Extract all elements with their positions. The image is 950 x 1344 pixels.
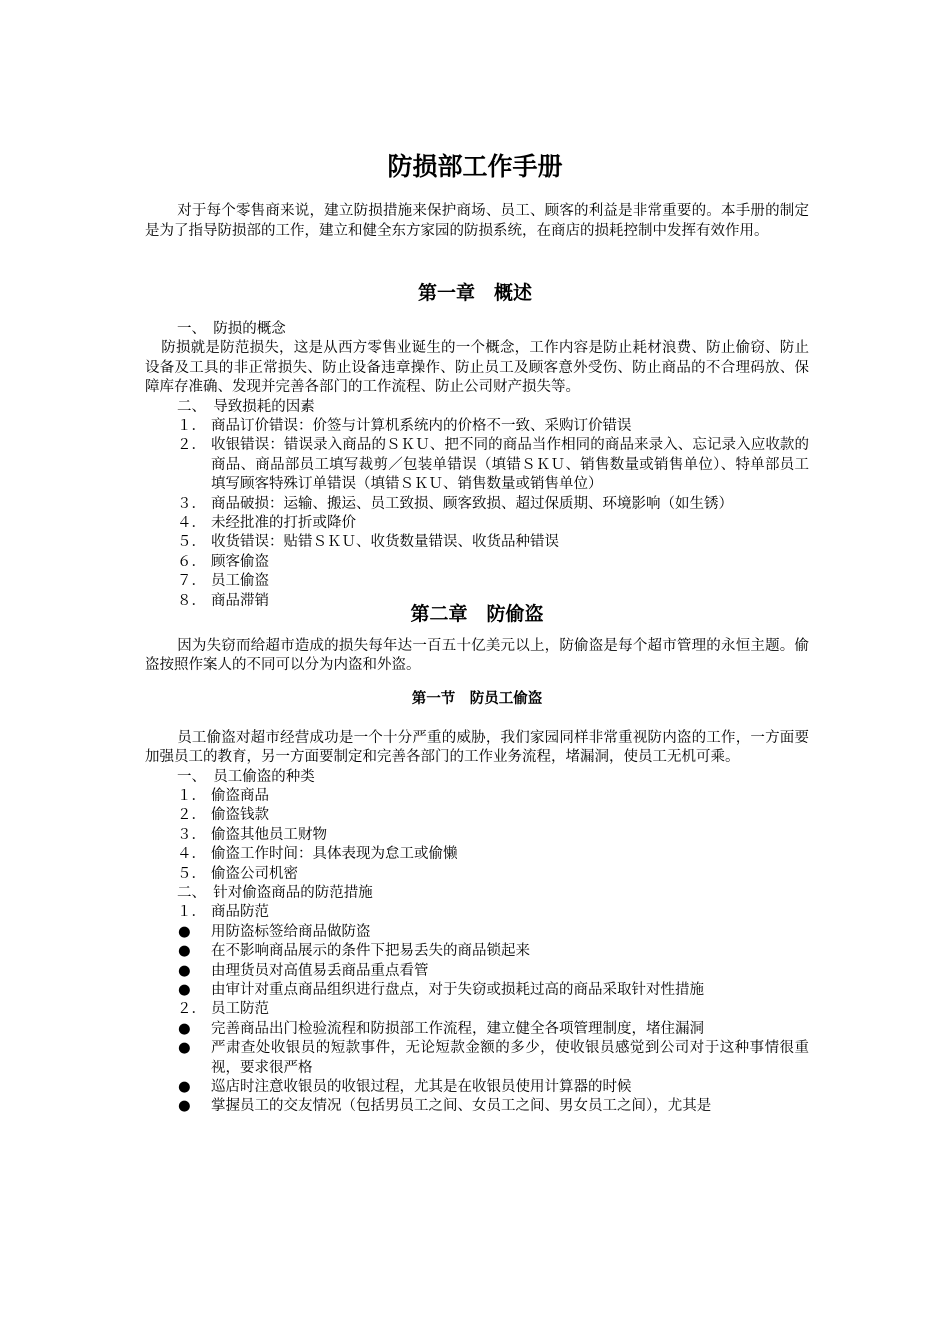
list-item-text: 偷盗钱款: [211, 807, 269, 824]
loss-factors-list: [145, 417, 809, 611]
list-item-text: 偷盗工作时间：具体表现为怠工或偷懒: [211, 846, 458, 863]
bullet-icon: ●: [178, 1098, 191, 1115]
list-item: [145, 845, 809, 864]
list-item-text: 商品滞销: [211, 592, 269, 609]
bullet-icon: ●: [178, 923, 191, 940]
theft-types-heading: 一、 员工偷盗的种类: [177, 768, 315, 785]
prevention-heading: 二、 针对偷盗商品的防范措施: [177, 884, 373, 901]
bullet-icon: ●: [178, 1079, 191, 1096]
theft-types-list: [145, 787, 809, 884]
bullet-item: [145, 1039, 809, 1078]
bullet-icon: ●: [178, 1020, 191, 1037]
chapter2-heading: 第二章 防偷盗: [410, 603, 544, 626]
bullet-item: [145, 1097, 809, 1116]
list-item: [145, 806, 809, 825]
bullet-icon: ●: [178, 943, 191, 960]
document-body: [145, 320, 809, 1117]
bullet-text: 完善商品出门检验流程和防损部工作流程，建立健全各项管理制度，堵住漏洞: [211, 1020, 704, 1037]
prevention-sub1: １． 商品防范: [177, 904, 269, 921]
list-item-text: 偷盗商品: [211, 787, 269, 804]
document-title: 防损部工作手册: [387, 152, 563, 181]
chapter1-s2-heading: 二、 导致损耗的因素: [177, 398, 315, 415]
bullet-item: [145, 962, 809, 981]
list-item: [145, 865, 809, 884]
list-item-text: 收货错误：贴错ＳＫＵ、收货数量错误、收货品种错误: [211, 534, 559, 551]
bullet-item: [145, 1020, 809, 1039]
list-item: [145, 495, 809, 514]
list-item-number: １．: [177, 787, 206, 804]
bullet-item: [145, 923, 809, 942]
bullet-text: 由理货员对高值易丢商品重点看管: [211, 962, 429, 979]
chapter1-s1-heading: 一、 防损的概念: [177, 321, 286, 337]
list-item-number: ５．: [177, 534, 206, 551]
list-item-text: 未经批准的打折或降价: [211, 515, 356, 532]
list-item-number: ２．: [177, 807, 206, 824]
list-item-text: 商品破损：运输、搬运、员工致损、顾客致损、超过保质期、环境影响（如生锈）: [211, 495, 733, 512]
bullet-icon: ●: [178, 1040, 191, 1057]
list-item: [145, 787, 809, 806]
section1-intro: 员工偷盗对超市经营成功是一个十分严重的威胁，我们家园同样非常重视防内盗的工作，一方面要加强员工的教育，另一方面要制定和完善各部门的工作业务流程，堵漏洞，使员工无机可乘。: [145, 729, 809, 766]
list-item: [145, 417, 809, 436]
bullet-icon: ●: [178, 962, 191, 979]
list-item: [145, 436, 809, 494]
bullet-text: 严肃查处收银员的短款事件，无论短款金额的多少，使收银员感觉到公司对于这种事情很重视，要求很严格: [211, 1040, 809, 1076]
list-item-number: ２．: [177, 437, 206, 454]
prevention-sub2: ２． 员工防范: [177, 1001, 269, 1018]
list-item-number: １．: [177, 418, 206, 435]
bullet-text: 用防盗标签给商品做防盗: [211, 923, 371, 940]
chapter2-intro: 因为失窃而给超市造成的损失每年达一百五十亿美元以上，防偷盗是每个超市管理的永恒主题。偷盗按照作案人的不同可以分为内盗和外盗。: [145, 637, 809, 673]
list-item-text: 商品订价错误：价签与计算机系统内的价格不一致、采购订价错误: [211, 418, 632, 435]
staff-prevention-list: [145, 1020, 809, 1117]
list-item: [145, 572, 809, 591]
list-item-number: ７．: [177, 573, 206, 590]
list-item: [145, 533, 809, 552]
list-item-number: ３．: [177, 826, 206, 843]
list-item: [145, 514, 809, 533]
goods-prevention-list: [145, 923, 809, 1001]
bullet-item: [145, 942, 809, 961]
bullet-text: 掌握员工的交友情况（包括男员工之间、女员工之间、男女员工之间），尤其是: [211, 1098, 712, 1115]
intro-text: 对于每个零售商来说，建立防损措施来保护商场、员工、顾客的利益是非常重要的。本手册的制定是为了指导防损部的工作，建立和健全东方家园的防损系统，在商店的损耗控制中发挥有效作用。: [145, 203, 809, 239]
list-item: [145, 553, 809, 572]
list-item-number: ３．: [177, 495, 206, 512]
bullet-item: [145, 981, 809, 1000]
bullet-text: 由审计对重点商品组织进行盘点，对于失窃或损耗过高的商品采取针对性措施: [211, 982, 704, 998]
list-item-number: ６．: [177, 553, 206, 570]
bullet-icon: ●: [178, 982, 191, 998]
intro-paragraph: [145, 202, 809, 241]
list-item-text: 偷盗公司机密: [211, 865, 298, 882]
list-item-text: 员工偷盗: [211, 573, 269, 590]
list-item-number: ４．: [177, 515, 206, 532]
chapter1-s1-text: 防损就是防范损失，这是从西方零售业诞生的一个概念，工作内容是防止耗材浪费、防止偷窃、防止设备及工具的非正常损失、防止设备违章操作、防止员工及顾客意外受伤、防止商品的不合理码放、保障库存准确、发现并完善各部门的工作流程、防止公司财产损失等。: [145, 340, 809, 396]
bullet-item: [145, 1078, 809, 1097]
list-item: [145, 826, 809, 845]
bullet-text: 在不影响商品展示的条件下把易丢失的商品锁起来: [211, 943, 530, 960]
list-item-text: 偷盗其他员工财物: [211, 826, 327, 843]
chapter1-heading: 第一章 概述: [417, 282, 532, 304]
section1-heading: 第一节 防员工偷盗: [411, 690, 543, 708]
list-item-number: ８．: [177, 592, 206, 609]
list-item-text: 顾客偷盗: [211, 553, 269, 570]
list-item-text: 收银错误：错误录入商品的ＳＫＵ、把不同的商品当作相同的商品来录入、忘记录入应收款的商品、商品部员工填写裁剪／包装单错误（填错ＳＫＵ、销售数量或销售单位）、特单部员工填写顾客特殊订单错误（填错ＳＫＵ、销售数量或销售单位）: [211, 437, 809, 493]
list-item-number: ５．: [177, 865, 206, 882]
list-item-number: ４．: [177, 846, 206, 863]
bullet-text: 巡店时注意收银员的收银过程，尤其是在收银员使用计算器的时候: [211, 1079, 632, 1096]
